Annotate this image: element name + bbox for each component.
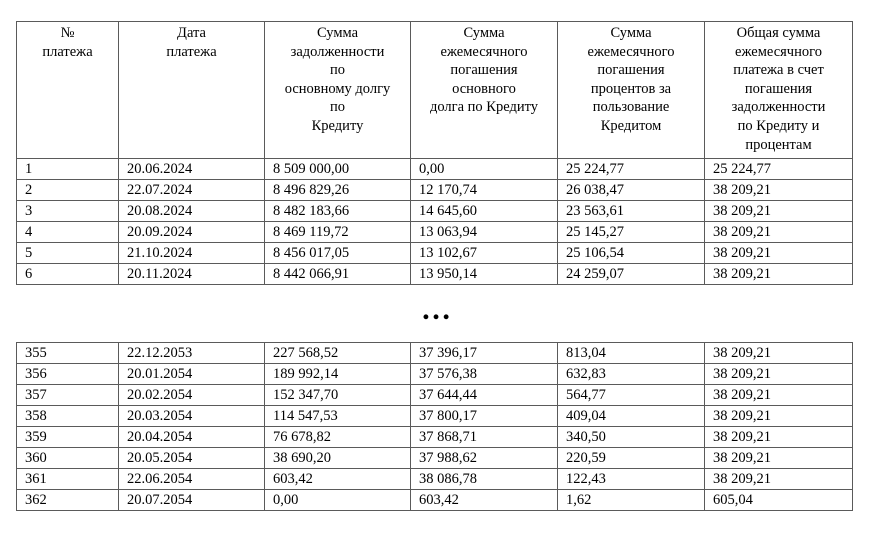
table-row [17,427,853,448]
cell-payment-number: 360 [17,448,119,469]
omitted-rows-ellipsis: … [421,293,453,326]
cell-total-payment: 38 209,21 [705,264,853,285]
cell-total-payment: 38 209,21 [705,448,853,469]
cell-total-payment: 38 209,21 [705,201,853,222]
header-payment-date: Дата платежа [119,22,265,159]
cell-payment-number: 359 [17,427,119,448]
cell-total-payment: 38 209,21 [705,243,853,264]
cell-monthly-interest: 813,04 [558,343,705,364]
cell-monthly-principal: 37 988,62 [411,448,558,469]
cell-payment-date: 20.07.2054 [119,490,265,511]
cell-payment-date: 20.06.2024 [119,159,265,180]
cell-monthly-principal: 37 800,17 [411,406,558,427]
cell-payment-date: 21.10.2024 [119,243,265,264]
cell-payment-date: 20.03.2054 [119,406,265,427]
cell-payment-date: 20.01.2054 [119,364,265,385]
table-row [17,469,853,490]
table-row [17,264,853,285]
table-row [17,180,853,201]
cell-monthly-interest: 409,04 [558,406,705,427]
cell-payment-date: 20.04.2054 [119,427,265,448]
header-row [17,22,853,159]
cell-total-payment: 38 209,21 [705,343,853,364]
cell-payment-number: 355 [17,343,119,364]
cell-payment-number: 3 [17,201,119,222]
cell-monthly-interest: 1,62 [558,490,705,511]
cell-principal-debt: 8 442 066,91 [265,264,411,285]
header-principal-debt: Сумма задолженности по основному долгу по Кредиту [265,22,411,159]
header-payment-number: № платежа [17,22,119,159]
header-monthly-interest: Сумма ежемесячного погашения процентов за пользование Кредитом [558,22,705,159]
cell-payment-number: 5 [17,243,119,264]
cell-total-payment: 38 209,21 [705,180,853,201]
cell-payment-number: 6 [17,264,119,285]
table-row [17,364,853,385]
cell-payment-number: 358 [17,406,119,427]
table-row [17,385,853,406]
cell-payment-number: 1 [17,159,119,180]
table-row [17,159,853,180]
cell-principal-debt: 189 992,14 [265,364,411,385]
cell-payment-date: 20.08.2024 [119,201,265,222]
cell-monthly-principal: 38 086,78 [411,469,558,490]
cell-total-payment: 605,04 [705,490,853,511]
cell-payment-date: 22.07.2024 [119,180,265,201]
cell-monthly-principal: 13 950,14 [411,264,558,285]
cell-principal-debt: 8 509 000,00 [265,159,411,180]
table-row [17,406,853,427]
cell-payment-number: 2 [17,180,119,201]
cell-monthly-interest: 25 224,77 [558,159,705,180]
cell-total-payment: 38 209,21 [705,427,853,448]
cell-monthly-principal: 603,42 [411,490,558,511]
cell-monthly-interest: 564,77 [558,385,705,406]
cell-payment-number: 356 [17,364,119,385]
cell-monthly-principal: 37 868,71 [411,427,558,448]
cell-monthly-principal: 37 644,44 [411,385,558,406]
cell-monthly-interest: 25 106,54 [558,243,705,264]
cell-monthly-interest: 23 563,61 [558,201,705,222]
header-monthly-principal: Сумма ежемесячного погашения основного долга по Кредиту [411,22,558,159]
cell-payment-number: 361 [17,469,119,490]
cell-monthly-principal: 37 576,38 [411,364,558,385]
table-row [17,490,853,511]
table-row [17,448,853,469]
cell-payment-date: 20.11.2024 [119,264,265,285]
cell-monthly-interest: 632,83 [558,364,705,385]
cell-monthly-interest: 340,50 [558,427,705,448]
cell-principal-debt: 0,00 [265,490,411,511]
cell-monthly-principal: 13 063,94 [411,222,558,243]
cell-principal-debt: 227 568,52 [265,343,411,364]
cell-principal-debt: 152 347,70 [265,385,411,406]
cell-principal-debt: 8 469 119,72 [265,222,411,243]
cell-total-payment: 38 209,21 [705,222,853,243]
cell-monthly-principal: 12 170,74 [411,180,558,201]
cell-principal-debt: 114 547,53 [265,406,411,427]
cell-monthly-principal: 13 102,67 [411,243,558,264]
cell-total-payment: 25 224,77 [705,159,853,180]
cell-payment-date: 22.06.2054 [119,469,265,490]
cell-principal-debt: 38 690,20 [265,448,411,469]
cell-payment-date: 20.02.2054 [119,385,265,406]
table-row [17,201,853,222]
cell-principal-debt: 603,42 [265,469,411,490]
cell-payment-date: 22.12.2053 [119,343,265,364]
cell-payment-number: 362 [17,490,119,511]
header-total-payment: Общая сумма ежемесячного платежа в счет погашения задолженности по Кредиту и процентам [705,22,853,159]
cell-principal-debt: 8 456 017,05 [265,243,411,264]
cell-monthly-principal: 0,00 [411,159,558,180]
cell-monthly-principal: 14 645,60 [411,201,558,222]
table-body-bottom [17,343,853,511]
cell-total-payment: 38 209,21 [705,385,853,406]
cell-monthly-interest: 26 038,47 [558,180,705,201]
table-body-top [17,159,853,285]
cell-payment-number: 4 [17,222,119,243]
cell-principal-debt: 8 496 829,26 [265,180,411,201]
cell-monthly-principal: 37 396,17 [411,343,558,364]
cell-total-payment: 38 209,21 [705,469,853,490]
cell-principal-debt: 76 678,82 [265,427,411,448]
cell-monthly-interest: 25 145,27 [558,222,705,243]
cell-monthly-interest: 220,59 [558,448,705,469]
cell-total-payment: 38 209,21 [705,406,853,427]
payment-schedule-table-bottom [16,342,853,511]
table-row [17,343,853,364]
table-row [17,222,853,243]
payment-schedule-table-top [16,21,853,285]
cell-payment-date: 20.09.2024 [119,222,265,243]
cell-monthly-interest: 122,43 [558,469,705,490]
cell-payment-number: 357 [17,385,119,406]
cell-monthly-interest: 24 259,07 [558,264,705,285]
cell-payment-date: 20.05.2054 [119,448,265,469]
cell-principal-debt: 8 482 183,66 [265,201,411,222]
table-row [17,243,853,264]
cell-total-payment: 38 209,21 [705,364,853,385]
